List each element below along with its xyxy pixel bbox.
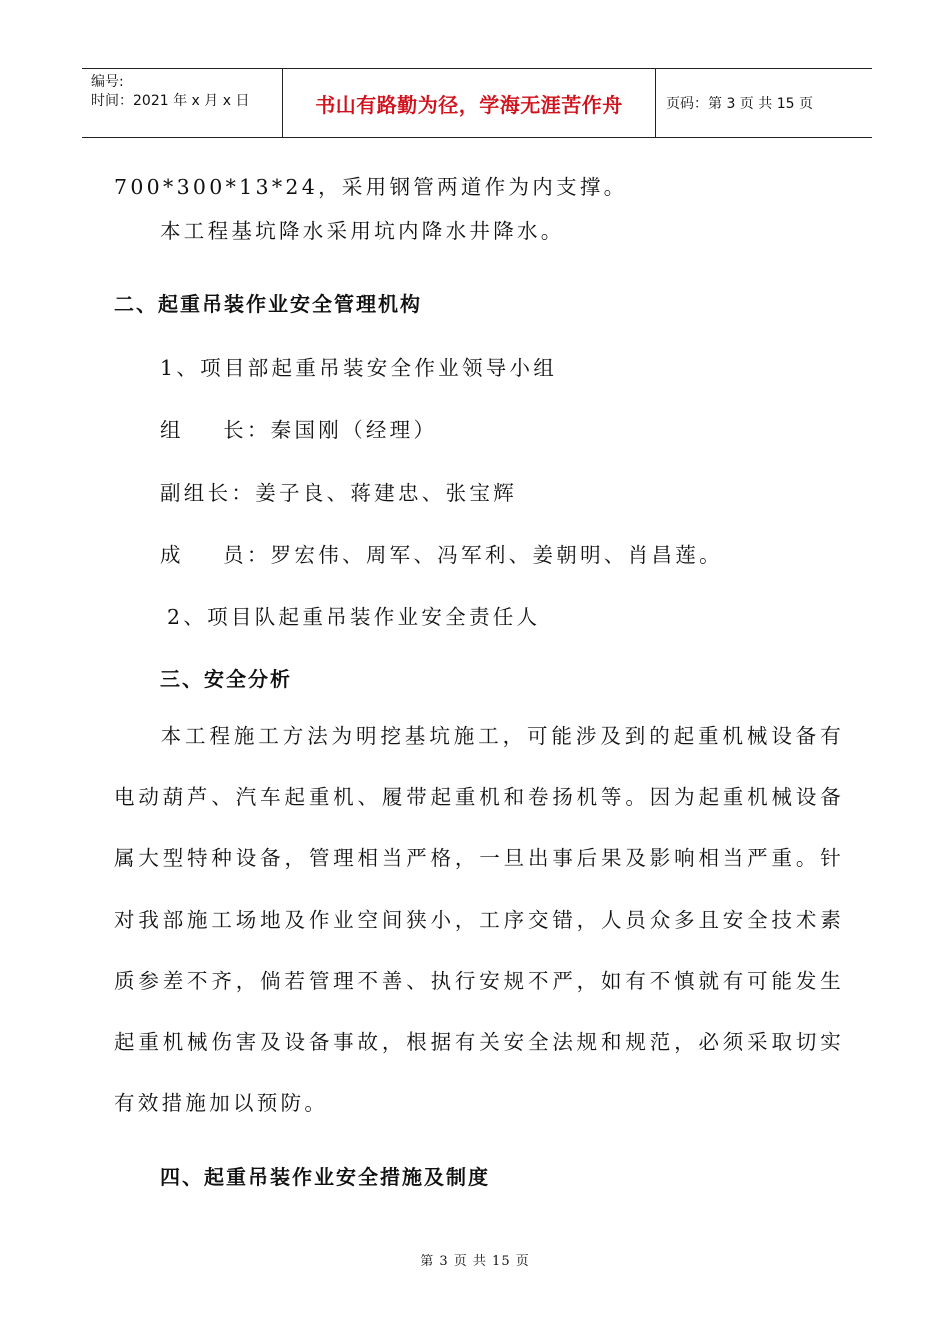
header-page-cell — [656, 69, 872, 137]
team-members-line: 成 员：罗宏伟、周军、冯军利、姜朝明、肖昌莲。 — [160, 543, 723, 567]
motto-text: 书山有路勤为径，学海无涯苦作舟 — [315, 92, 623, 117]
page-footer: 第 3 页 共 15 页 — [420, 1254, 530, 1269]
body-line-spec: 700*300*13*24，采用钢管两道作为内支撑。 — [114, 175, 628, 199]
section-heading-3: 三、安全分析 — [160, 667, 292, 691]
body-line-dewatering: 本工程基坑降水采用坑内降水井降水。 — [160, 219, 565, 243]
list-item-1: 1、项目部起重吊装安全作业领导小组 — [160, 356, 558, 380]
team-leader-line: 组 长：秦国刚（经理） — [160, 418, 438, 442]
header-motto-cell — [283, 69, 656, 137]
section-heading-4: 四、起重吊装作业安全措施及制度 — [160, 1165, 490, 1189]
analysis-text: 本工程施工方法为明挖基坑施工，可能涉及到的起重机械设备有电动葫芦、汽车起重机、履带起重机和卷扬机等。因为起重机械设备属大型特种设备，管理相当严格，一旦出事后果及影响相当严重。针对我部施工场地及作业空间狭小，工序交错，人员众多且安全技术素质参差不齐，倘若管理不善、执行安规不严，如有不慎就有可能发生起重机械伤害及设备事故，根据有关安全法规和规范，必须采取切实有效措施加以预防。 — [114, 724, 844, 1116]
page-header — [82, 68, 872, 138]
number-label: 编号: — [91, 74, 124, 90]
list-item-2: 2、项目队起重吊装作业安全责任人 — [167, 605, 541, 629]
analysis-paragraph — [114, 706, 844, 1134]
team-deputy-line: 副组长：姜子良、蒋建忠、张宝辉 — [160, 481, 517, 505]
time-label: 时间：2021 年 x 月 x 日 — [91, 93, 250, 109]
section-heading-2: 二、起重吊装作业安全管理机构 — [114, 292, 422, 316]
page-label: 页码：第 3 页 共 15 页 — [666, 96, 813, 112]
header-meta — [82, 69, 283, 137]
